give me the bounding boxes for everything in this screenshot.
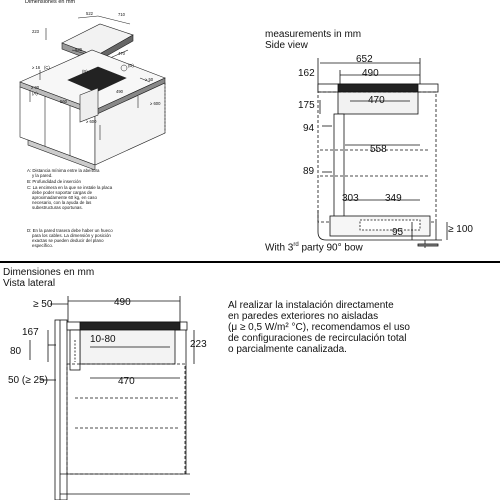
dim-490-b: 490 — [362, 68, 379, 79]
dim-522: 522 — [86, 11, 93, 16]
dim-490: 490 — [116, 89, 123, 94]
panel-b-caption: With 3rd party 90° bow — [265, 242, 363, 254]
dim-470-b: 470 — [368, 95, 385, 106]
legend-line: D: En la pared trasera debe haber un hueco — [27, 228, 113, 233]
legend-line: necesario, con la ayuda de las — [32, 200, 92, 205]
dim-349: 349 — [385, 193, 402, 204]
dim-b: (B) — [82, 69, 88, 74]
legend-line: debe poder soportar cargas de — [32, 190, 93, 195]
dim-50-c: ≥ 50 — [33, 299, 53, 310]
legend-line: y la pared. — [32, 173, 53, 178]
dim-94: 94 — [303, 123, 315, 134]
dim-560: 560 — [60, 99, 67, 104]
legend-line: B: Profundidad de inserción — [27, 179, 81, 184]
dim-470: 470 — [118, 51, 125, 56]
dim-162: 162 — [298, 68, 315, 79]
legend-line: A: Distancia mínima entre la abertura — [27, 168, 100, 173]
dim-d: (D) — [128, 63, 134, 68]
note-line: Al realizar la instalación directamente — [228, 300, 394, 311]
dim-539: 539 — [75, 47, 82, 52]
dim-223-c: 223 — [190, 339, 207, 350]
legend-line: aproximadamente 60 kg, en caso — [32, 195, 97, 200]
note-line: en paredes exteriores no aisladas — [228, 311, 379, 322]
dim-303: 303 — [342, 193, 359, 204]
dim-16: ≥ 16 — [32, 65, 41, 70]
dim-50-25: 50 (≥ 25) — [8, 375, 48, 386]
dim-89: 89 — [303, 166, 315, 177]
dim-558: 558 — [370, 144, 387, 155]
dim-90: ≥ 90 — [31, 85, 40, 90]
dim-600a: ≥ 600 — [150, 101, 161, 106]
legend-line: exactas se pueden deducir del plano — [32, 238, 104, 243]
panel-b-title-1: measurements in mm — [265, 29, 362, 40]
dim-80: 80 — [10, 346, 22, 357]
dim-470-c: 470 — [118, 376, 135, 387]
dim-10-80: 10-80 — [90, 334, 116, 345]
legend-line: C: La encimera en la que se instale la placa — [27, 185, 113, 190]
dim-175: 175 — [298, 100, 315, 111]
legend-line: para los cables. La dimensión y posición — [32, 233, 111, 238]
dim-95: 95 — [392, 227, 404, 238]
panel-b-title-2: Side view — [265, 40, 308, 51]
dim-710: 710 — [118, 12, 125, 17]
dim-652: 652 — [356, 54, 373, 65]
note-line: (μ ≥ 0,5 W/m² °C), recomendamos el uso — [228, 322, 410, 333]
panel-a-title: Dimensiones en mm — [25, 0, 76, 5]
dim-223: 223 — [32, 29, 39, 34]
dim-167: 167 — [22, 327, 39, 338]
legend-line: específico. — [32, 243, 53, 248]
dim-50: ≥ 50 — [145, 77, 154, 82]
dim-600b: ≥ 600 — [86, 119, 97, 124]
legend-line: subestructuras oportunas. — [32, 205, 83, 210]
dim-100: ≥ 100 — [448, 224, 473, 235]
panel-c-title-2: Vista lateral — [3, 278, 56, 289]
dim-c: (C) — [44, 65, 50, 70]
panel-c-title-1: Dimensiones en mm — [3, 267, 95, 278]
dim-490-c: 490 — [114, 297, 131, 308]
note-line: o parcialmente canalizada. — [228, 344, 347, 355]
note-line: de configuraciones de recirculación total — [228, 333, 407, 344]
dim-a: (A) — [32, 91, 38, 96]
